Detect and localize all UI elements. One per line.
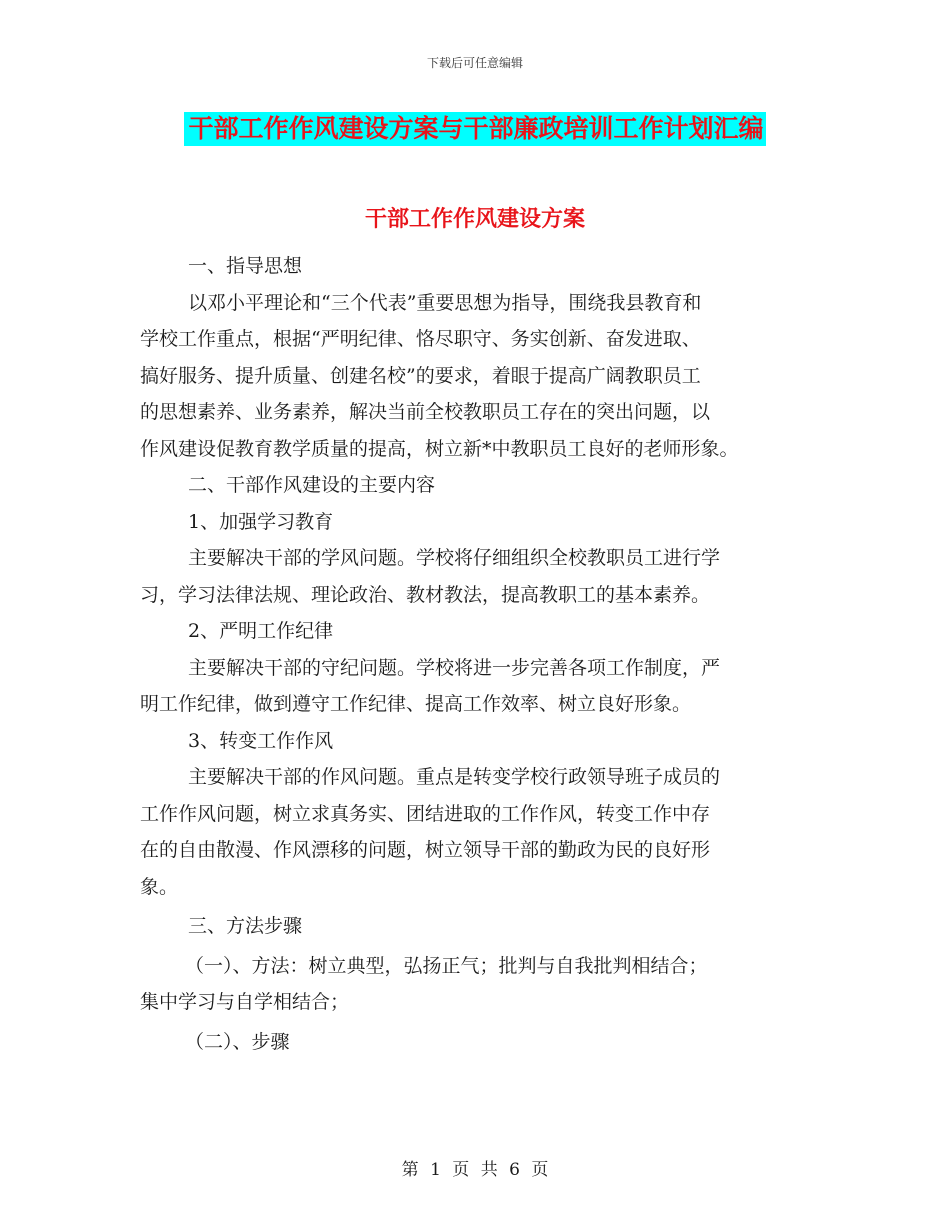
heading-guiding-ideology: 一、指导思想 [188, 255, 303, 277]
paragraph-line: 主要解决干部的作风问题。重点是转变学校行政领导班子成员的 [188, 766, 721, 788]
paragraph-line: 在的自由散漫、作风漂移的问题，树立领导干部的勤政为民的良好形 [140, 839, 711, 861]
paragraph-line: 的思想素养、业务素养，解决当前全校教职员工存在的突出问题，以 [140, 401, 711, 423]
document-main-title: 干部工作作风建设方案与干部廉政培训工作计划汇编 [184, 112, 765, 146]
heading-steps: （二）、步骤 [185, 1030, 290, 1053]
heading-main-content: 二、干部作风建设的主要内容 [188, 474, 436, 496]
page-number: 第 1 页 共 6 页 [401, 1160, 549, 1180]
paragraph-line: 明工作纪律，做到遵守工作纪律、提高工作效率、树立良好形象。 [140, 693, 692, 715]
paragraph-line: 集中学习与自学相结合； [140, 991, 350, 1013]
paragraph-line: 搞好服务、提升质量、创建名校”的要求，着眼于提高广阔教职员工 [140, 364, 701, 387]
paragraph-line: 象。 [140, 875, 179, 898]
paragraph-line: （一）、方法：树立典型，弘扬正气；批判与自我批判相结合； [185, 954, 708, 977]
paragraph-line: 作风建设促教育教学质量的提高，树立新*中教职员工良好的老师形象。 [140, 437, 739, 460]
page-header-note: 下载后可任意编辑 [426, 56, 523, 70]
main-title-container [0, 112, 950, 146]
paragraph-line: 工作作风问题，树立求真务实、团结进取的工作作风，转变工作中存 [140, 802, 711, 825]
document-body [140, 248, 820, 1060]
heading-methods-steps: 三、方法步骤 [188, 915, 303, 937]
paragraph-line: 习，学习法律法规、理论政治、教材教法，提高教职工的基本素养。 [140, 583, 711, 606]
section-title: 干部工作作风建设方案 [364, 206, 585, 232]
heading-work-discipline: 2、严明工作纪律 [188, 620, 334, 642]
paragraph-line: 主要解决干部的学风问题。学校将仔细组织全校教职员工进行学 [188, 547, 721, 569]
paragraph-line: 主要解决干部的守纪问题。学校将进一步完善各项工作制度，严 [188, 656, 721, 679]
heading-work-style: 3、转变工作作风 [188, 729, 334, 752]
paragraph-line: 以邓小平理论和“三个代表”重要思想为指导，围绕我县教育和 [188, 291, 702, 314]
heading-study-education: 1、加强学习教育 [188, 510, 334, 533]
paragraph-line: 学校工作重点，根据“严明纪律、恪尽职守、务实创新、奋发进取、 [140, 328, 701, 350]
